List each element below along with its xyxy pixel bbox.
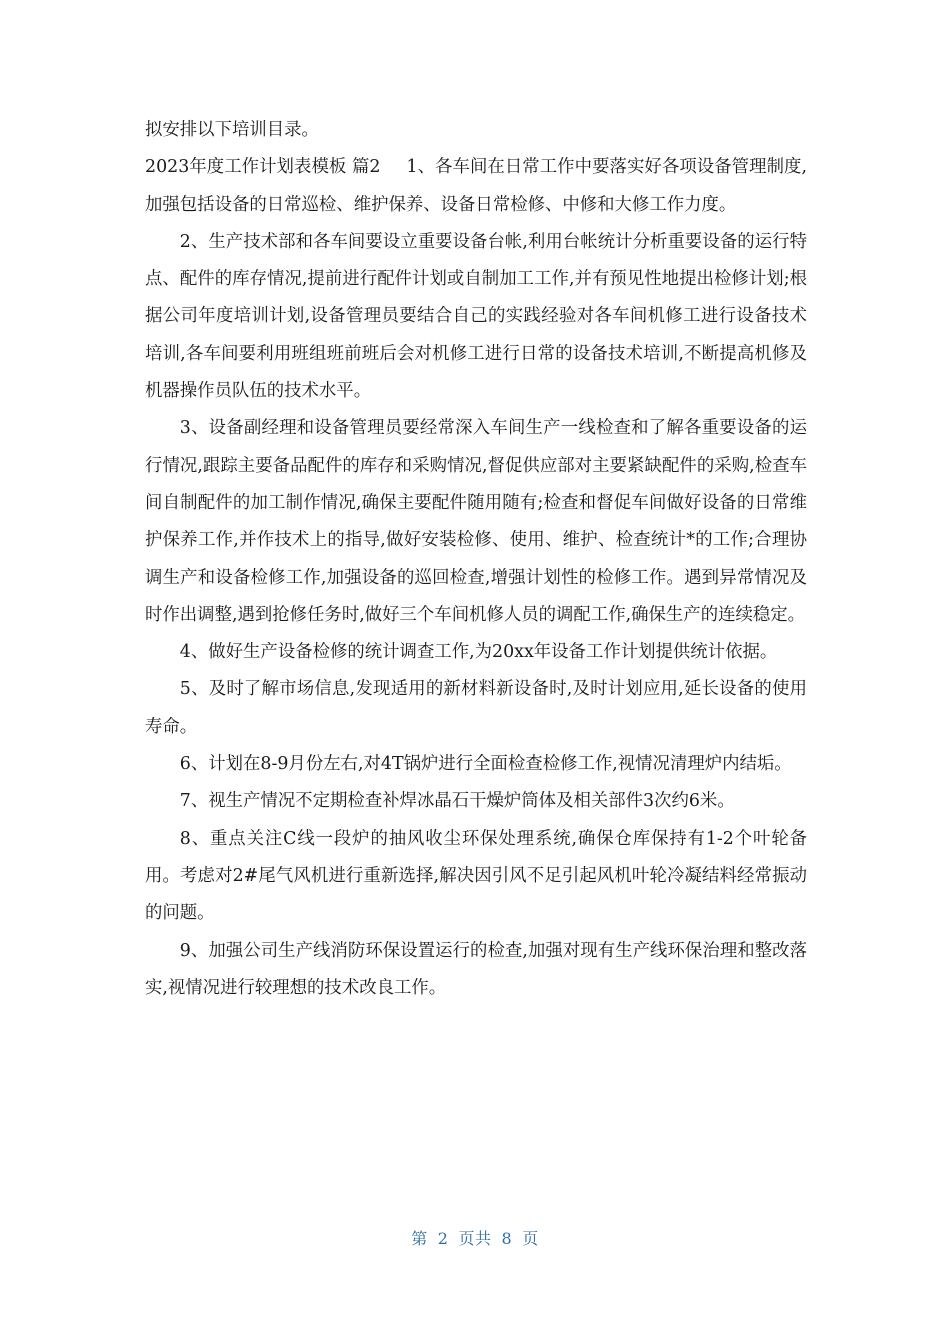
document-body [145, 112, 807, 1007]
list-item: 2、生产技术部和各车间要设立重要设备台帐,利用台帐统计分析重要设备的运行特点、配件的库存情况,提前进行配件计划或自制加工工作,并有预见性地提出检修计划;根据公司年度培训计划,设备管理员要结合自己的实践经验对各车间机修工进行设备技术培训,各车间要利用班组班前班后会对机修工进行日常的设备技术培训,不断提高机修及机器操作员队伍的技术水平。 [145, 231, 807, 402]
list-item: 4、做好生产设备检修的统计调查工作,为20xx年设备工作计划提供统计依据。 [179, 642, 778, 663]
section-heading-paragraph [145, 149, 807, 224]
page-footer [0, 1226, 950, 1249]
list-item: 7、视生产情况不定期检查补焊冰晶石干燥炉筒体及相关部件3次约6米。 [179, 791, 735, 812]
section-title: 2023年度工作计划表模板 篇2 [145, 157, 381, 178]
intro-paragraph: 拟安排以下培训目录。 [145, 120, 319, 140]
list-item: 9、加强公司生产线消防环保设置运行的检查,加强对现有生产线环保治理和整改落实,视情况进行较理想的技术改良工作。 [145, 940, 807, 998]
list-item: 3、设备副经理和设备管理员要经常深入车间生产一线检查和了解各重要设备的运行情况,跟踪主要备品配件的库存和采购情况,督促供应部对主要紧缺配件的采购,检查车间自制配件的加工制作情况,确保主要配件随用随有;检查和督促车间做好设备的日常维护保养工作,并作技术上的指导,做好安装检修、使用、维护、检查统计*的工作;合理协调生产和设备检修工作,加强设备的巡回检查,增强计划性的检修工作。遇到异常情况及时作出调整,遇到抢修任务时,做好三个车间机修人员的调配工作,确保生产的连续稳定。 [145, 418, 807, 625]
footer-middle: 页共 [458, 1229, 492, 1248]
list-item: 6、计划在8-9月份左右,对4T锅炉进行全面检查检修工作,视情况清理炉内结垢。 [179, 754, 792, 775]
list-item: 8、重点关注C线一段炉的抽风收尘环保处理系统,确保仓库保持有1-2个叶轮备用。考虑对2#尾气风机进行重新选择,解决因引风不足引起风机叶轮冷凝结料经常振动的问题。 [145, 828, 807, 924]
footer-prefix: 第 [411, 1229, 428, 1248]
total-pages-number: 8 [501, 1229, 513, 1248]
current-page-number: 2 [437, 1229, 449, 1248]
footer-suffix: 页 [522, 1229, 539, 1248]
list-item: 5、及时了解市场信息,发现适用的新材料新设备时,及时计划应用,延长设备的使用寿命。 [145, 679, 807, 737]
list-item: 1、各车间在日常工作中要落实好各项设备管理制度,加强包括设备的日常巡检、维护保养、设备日常检修、中修和大修工作力度。 [145, 157, 807, 215]
